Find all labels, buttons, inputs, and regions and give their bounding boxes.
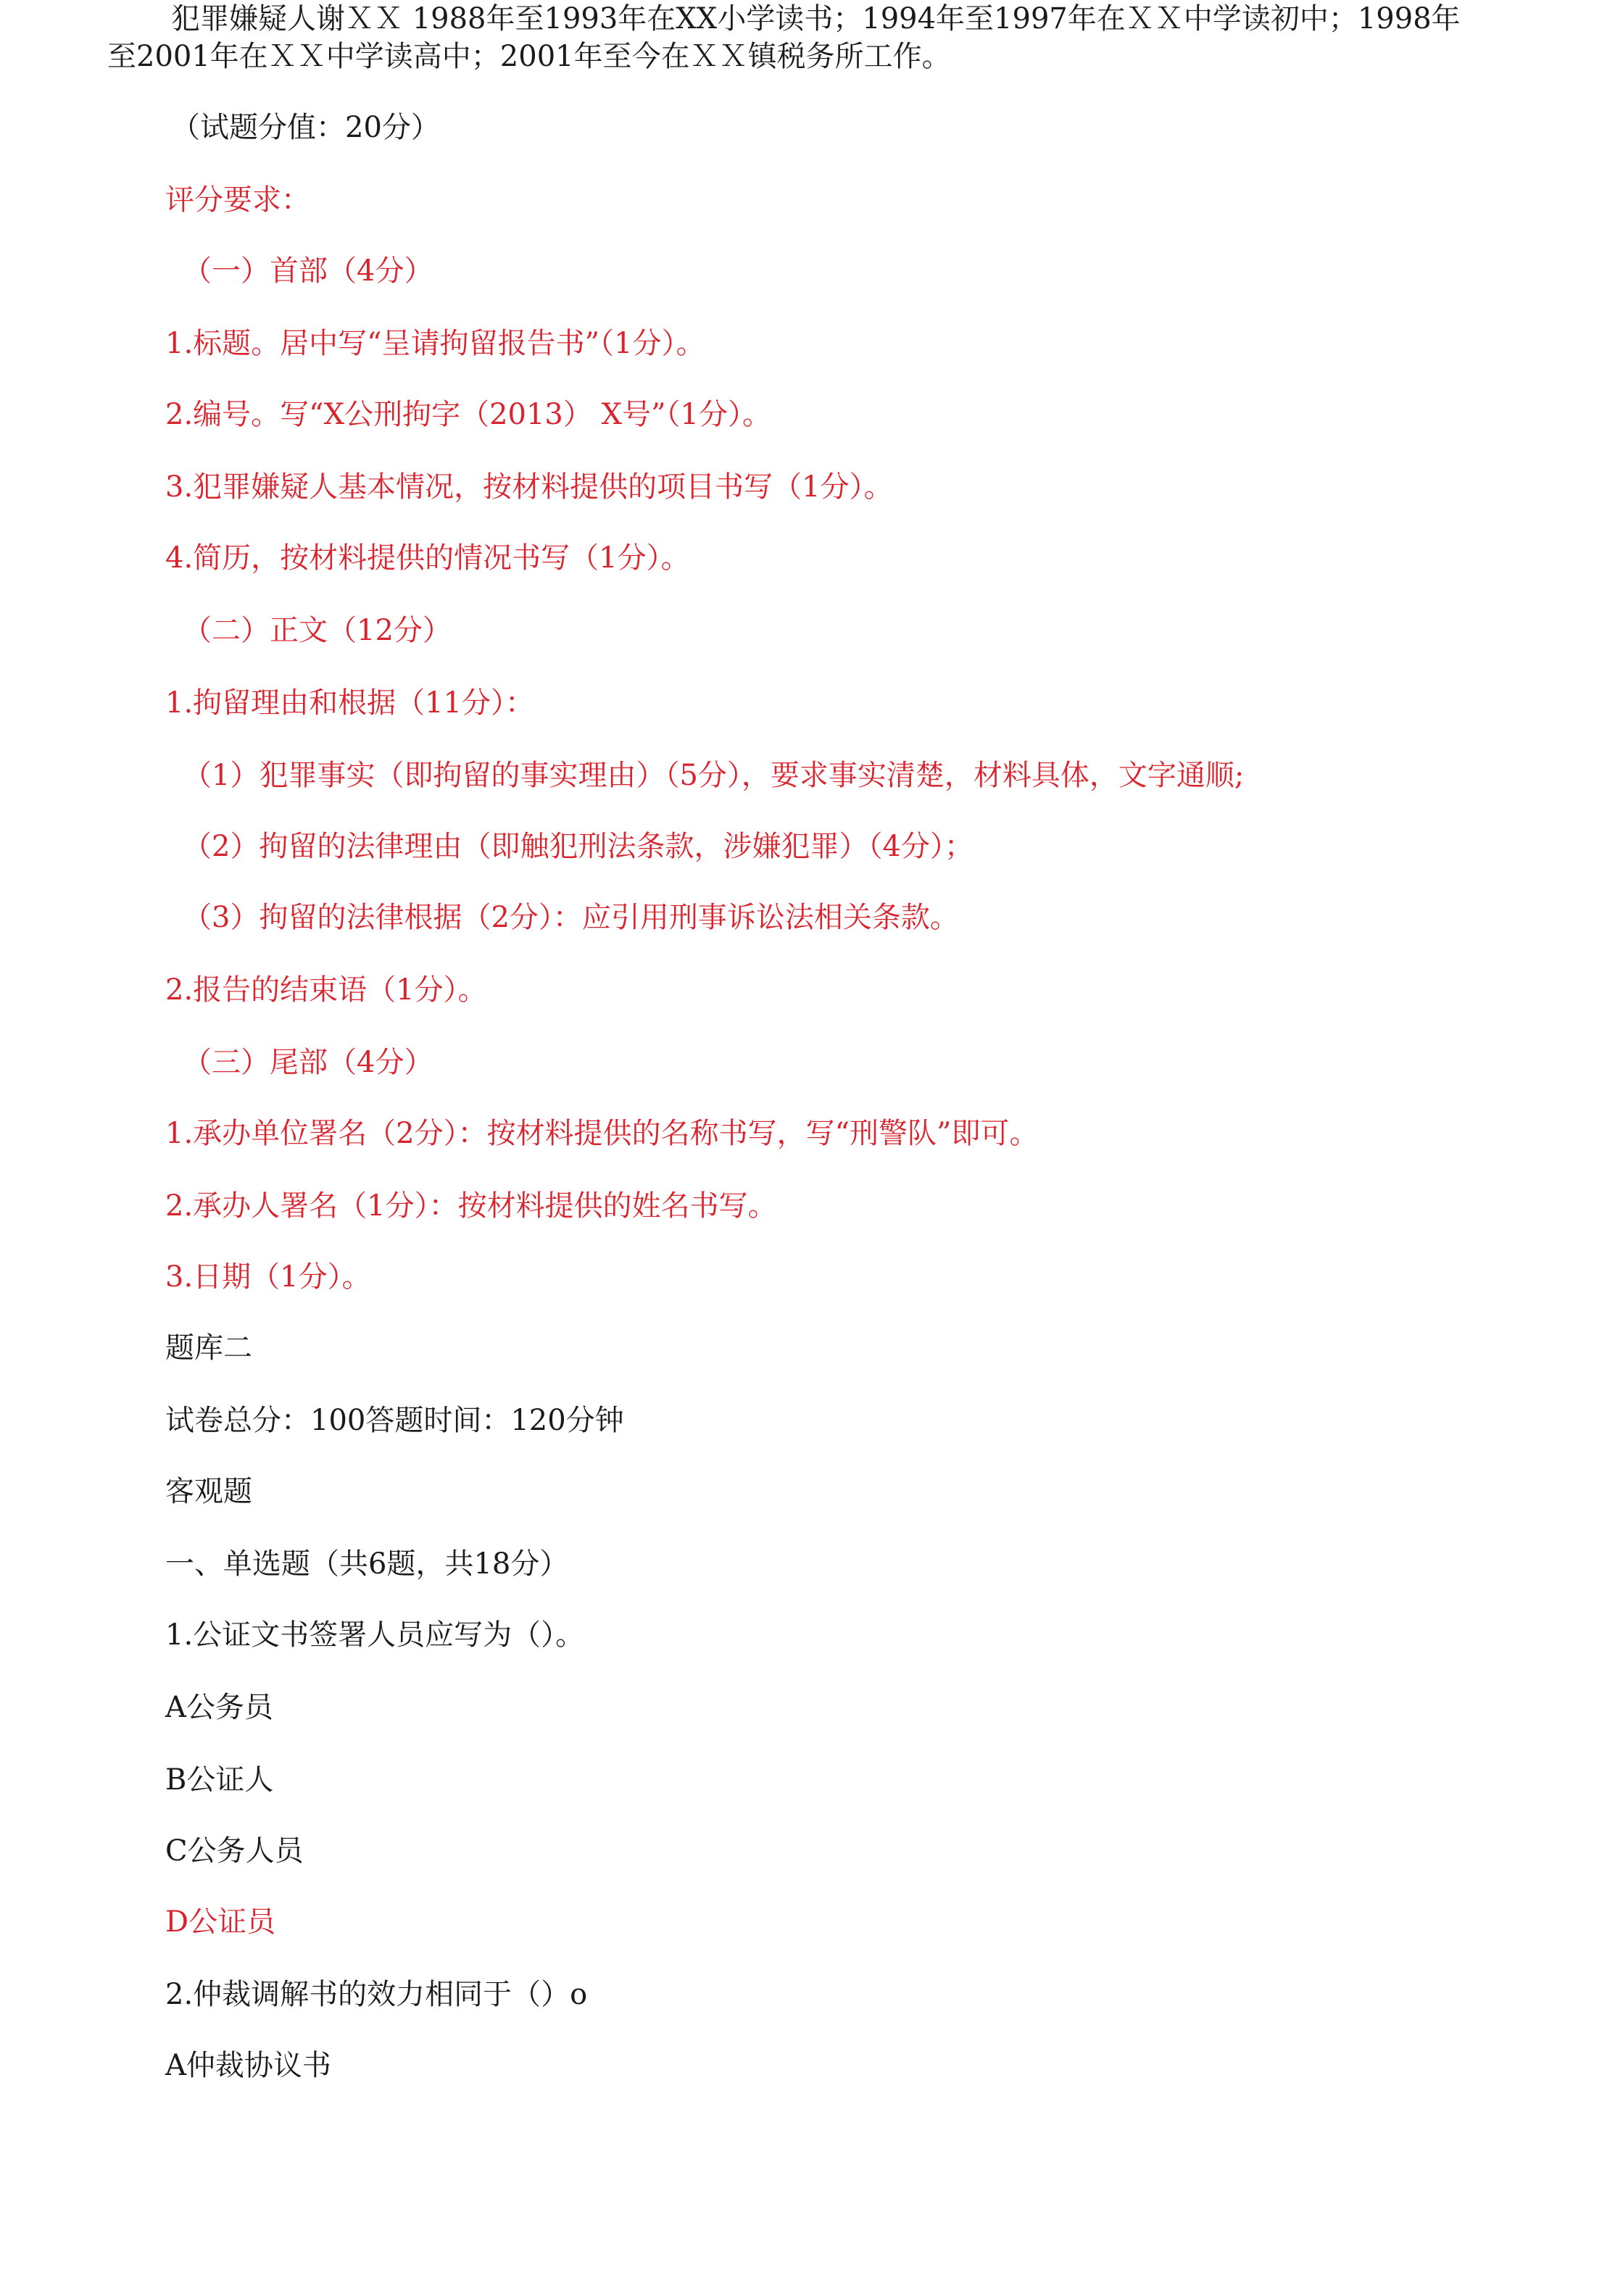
rubric-s3-item-3: 3.日期（1分）。 — [165, 1260, 371, 1294]
bank-section: 一、单选题（共6题，共18分） — [165, 1547, 569, 1581]
bank-meta: 试卷总分：100答题时间：120分钟 — [165, 1404, 624, 1437]
intro-line-2: 至2001年在ＸＸ中学读高中；2001年至今在ＸＸ镇税务所工作。 — [107, 40, 951, 73]
bank-category: 客观题 — [165, 1475, 252, 1508]
rubric-s1-item-3: 3.犯罪嫌疑人基本情况，按材料提供的项目书写（1分）。 — [165, 470, 893, 504]
question-1-stem: 1.公证文书签署人员应写为（）。 — [165, 1618, 585, 1652]
rubric-section-2: （二）正文（12分） — [183, 614, 452, 647]
question-1-option-c: C公务人员 — [165, 1834, 304, 1868]
question-1-option-d-answer: D公证员 — [165, 1905, 276, 1939]
rubric-s2-item-1: 1.拘留理由和根据（11分）： — [165, 686, 535, 720]
intro-line-1: 犯罪嫌疑人谢ＸＸ 1988年至1993年在XX小学读书；1994年至1997年在ＸＸ中学读初中；1998年 — [171, 2, 1461, 36]
rubric-heading: 评分要求： — [165, 183, 310, 217]
rubric-s2-sub-1: （1）犯罪事实（即拘留的事实理由）（5分），要求事实清楚，材料具体，文字通顺; — [183, 759, 1245, 792]
question-2-option-a: A仲裁协议书 — [165, 2049, 331, 2082]
question-1-option-b: B公证人 — [165, 1763, 274, 1797]
rubric-section-3: （三）尾部（4分） — [183, 1046, 433, 1079]
rubric-s3-item-1: 1.承办单位署名（2分）：按材料提供的名称书写，写“刑警队”即可。 — [165, 1117, 1039, 1150]
rubric-s2-sub-2: （2）拘留的法律理由（即触犯刑法条款，涉嫌犯罪）（4分）； — [183, 830, 973, 863]
rubric-s2-item-2: 2.报告的结束语（1分）。 — [165, 973, 487, 1007]
rubric-section-1: （一）首部（4分） — [183, 254, 433, 288]
bank-title: 题库二 — [165, 1331, 252, 1365]
rubric-s1-item-2: 2.编号。写“X公刑拘字（2013） X号”（1分）。 — [165, 398, 771, 431]
question-1-option-a: A公务员 — [165, 1691, 273, 1724]
rubric-s1-item-1: 1.标题。居中写“呈请拘留报告书”（1分）。 — [165, 327, 705, 360]
rubric-s1-item-4: 4.简历，按材料提供的情况书写（1分）。 — [165, 541, 690, 575]
score-value: （试题分值：20分） — [171, 111, 440, 144]
question-2-stem: 2.仲裁调解书的效力相同于（）o — [165, 1978, 588, 2011]
rubric-s2-sub-3: （3）拘留的法律根据（2分）：应引用刑事诉讼法相关条款。 — [183, 901, 959, 934]
rubric-s3-item-2: 2.承办人署名（1分）：按材料提供的姓名书写。 — [165, 1189, 777, 1223]
